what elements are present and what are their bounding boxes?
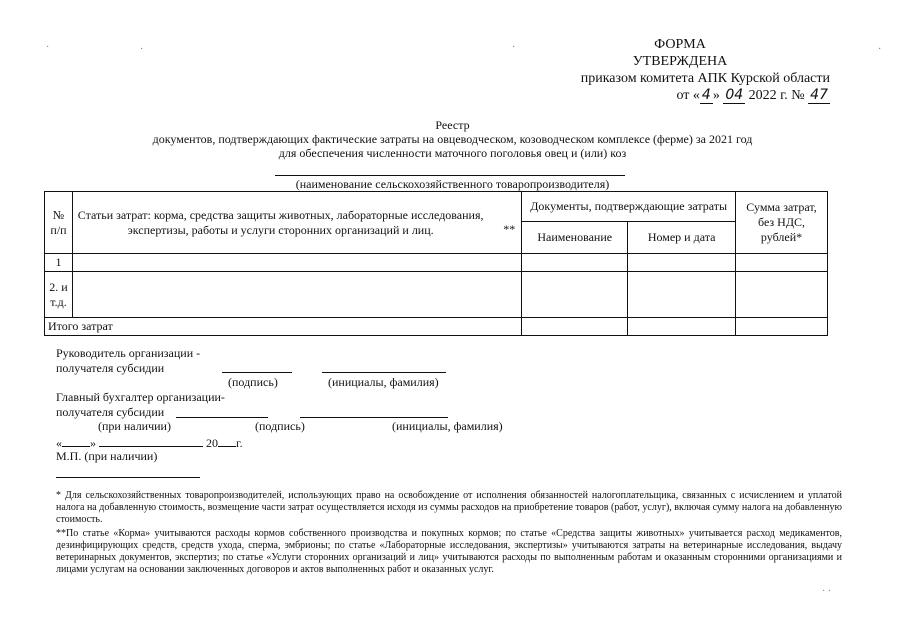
stamp-label: М.П. (при наличии) xyxy=(56,449,158,463)
total-cell xyxy=(628,318,736,336)
total-cell xyxy=(522,318,628,336)
accountant-sign-caption: (подпись) xyxy=(255,419,305,433)
header-items: Статьи затрат: корма, средства защиты животных, лабораторные исследования, экспертизы, работы и услуги сторонних организаций и лиц. ** xyxy=(72,192,521,254)
head-signature-label: Руководитель организации - получателя субсидии xyxy=(56,346,201,375)
row-cell xyxy=(628,272,736,318)
accountant-if-any-caption: (при наличии) xyxy=(98,419,171,433)
total-label: Итого затрат xyxy=(45,318,522,336)
approved-label: УТВЕРЖДЕНА xyxy=(632,54,728,69)
row-num: 2. и т.д. xyxy=(45,272,73,318)
footnote-1: * Для сельскохозяйственных товаропроизводителей, использующих право на освобождение от исполнения обязанностей налогоплательщика, связанных с исчислением и уплатой налога на добавленную стоимость, возмещение части затрат осуществляется исходя из суммы расходов на приобретение товаров (работ, услуг), включая сумму налога на добавленную стоимость. xyxy=(56,490,842,525)
form-label: ФОРМА xyxy=(654,37,706,52)
signature-date: « » 20 г. xyxy=(56,436,243,450)
head-name-line xyxy=(322,372,446,373)
row-cell xyxy=(72,272,521,318)
footnote-2: **По статье «Корма» учитываются расходы кормов собственного производства и покупных кормов; по статье «Средства защиты животных» учитывается расход медикаментов, дезинфицирующих средств, средств ухода, сперма, эмбрионы; по статье «Лабораторные исследования, экспертизы» учитываются затраты на ветеринарные исследования, выдачу ветеринарных документов, экспертиз; по статье «Услуги сторонних организаций и лиц» учитываются расходы по выполненным работам и оказанным сторонними организациями и лицами услугам на основании заключенных договоров и актов выполненных работ и оказанных услуг. xyxy=(56,528,842,575)
row-cell xyxy=(628,254,736,272)
row-cell xyxy=(522,272,628,318)
header-docs-number: Номер и дата xyxy=(628,222,736,254)
registry-table xyxy=(44,191,828,336)
order-text: приказом комитета АПК Курской области xyxy=(580,71,830,86)
accountant-initials-caption: (инициалы, фамилия) xyxy=(392,419,503,433)
row-cell xyxy=(72,254,521,272)
row-cell xyxy=(522,254,628,272)
title-line-1: Реестр xyxy=(435,118,470,132)
approval-block xyxy=(530,36,830,104)
title-line-2: документов, подтверждающих фактические затраты на овцеводческом, козоводческом комплексе (ферме) за 2021 год xyxy=(152,132,753,146)
header-docs: Документы, подтверждающие затраты xyxy=(522,192,736,222)
org-name-line xyxy=(275,175,625,176)
total-row xyxy=(45,318,828,336)
row-cell xyxy=(736,254,828,272)
date-month-blank xyxy=(99,434,203,447)
table-row xyxy=(45,254,828,272)
header-num: № п/п xyxy=(45,192,73,254)
row-num: 1 xyxy=(45,254,73,272)
date-day-blank xyxy=(62,434,90,447)
header-docs-name: Наименование xyxy=(522,222,628,254)
accountant-if-any-line xyxy=(176,417,268,418)
accountant-sign-line xyxy=(300,417,448,418)
head-sign-line xyxy=(222,372,292,373)
order-date: от « 4 » 04 2022 г. № 47 xyxy=(676,87,828,103)
head-sign-caption: (подпись) xyxy=(228,375,278,389)
date-year-blank xyxy=(218,434,236,447)
accountant-signature-label: Главный бухгалтер организации- получателя субсидии xyxy=(56,390,225,419)
row-cell xyxy=(736,272,828,318)
scan-speck: · xyxy=(140,44,144,55)
header-items-mark: ** xyxy=(503,222,516,236)
title-line-3: для обеспечения численности маточного поголовья овец и (или) коз xyxy=(278,146,627,160)
scan-speck: · xyxy=(512,42,516,53)
number-handwritten: 47 xyxy=(810,87,828,103)
header-sum: Сумма затрат, без НДС, рублей* xyxy=(736,192,828,254)
total-cell xyxy=(736,318,828,336)
table-row xyxy=(45,272,828,318)
org-name-caption: (наименование сельскохозяйственного товаропроизводителя) xyxy=(295,177,610,191)
day-handwritten: 4 xyxy=(701,87,711,103)
month-handwritten: 04 xyxy=(725,87,744,103)
footnote-separator xyxy=(56,477,200,478)
scan-speck: · · xyxy=(822,586,832,597)
scan-speck: · xyxy=(878,44,882,55)
head-initials-caption: (инициалы, фамилия) xyxy=(328,375,439,389)
scan-speck: · xyxy=(46,42,50,53)
document-title xyxy=(0,118,905,160)
